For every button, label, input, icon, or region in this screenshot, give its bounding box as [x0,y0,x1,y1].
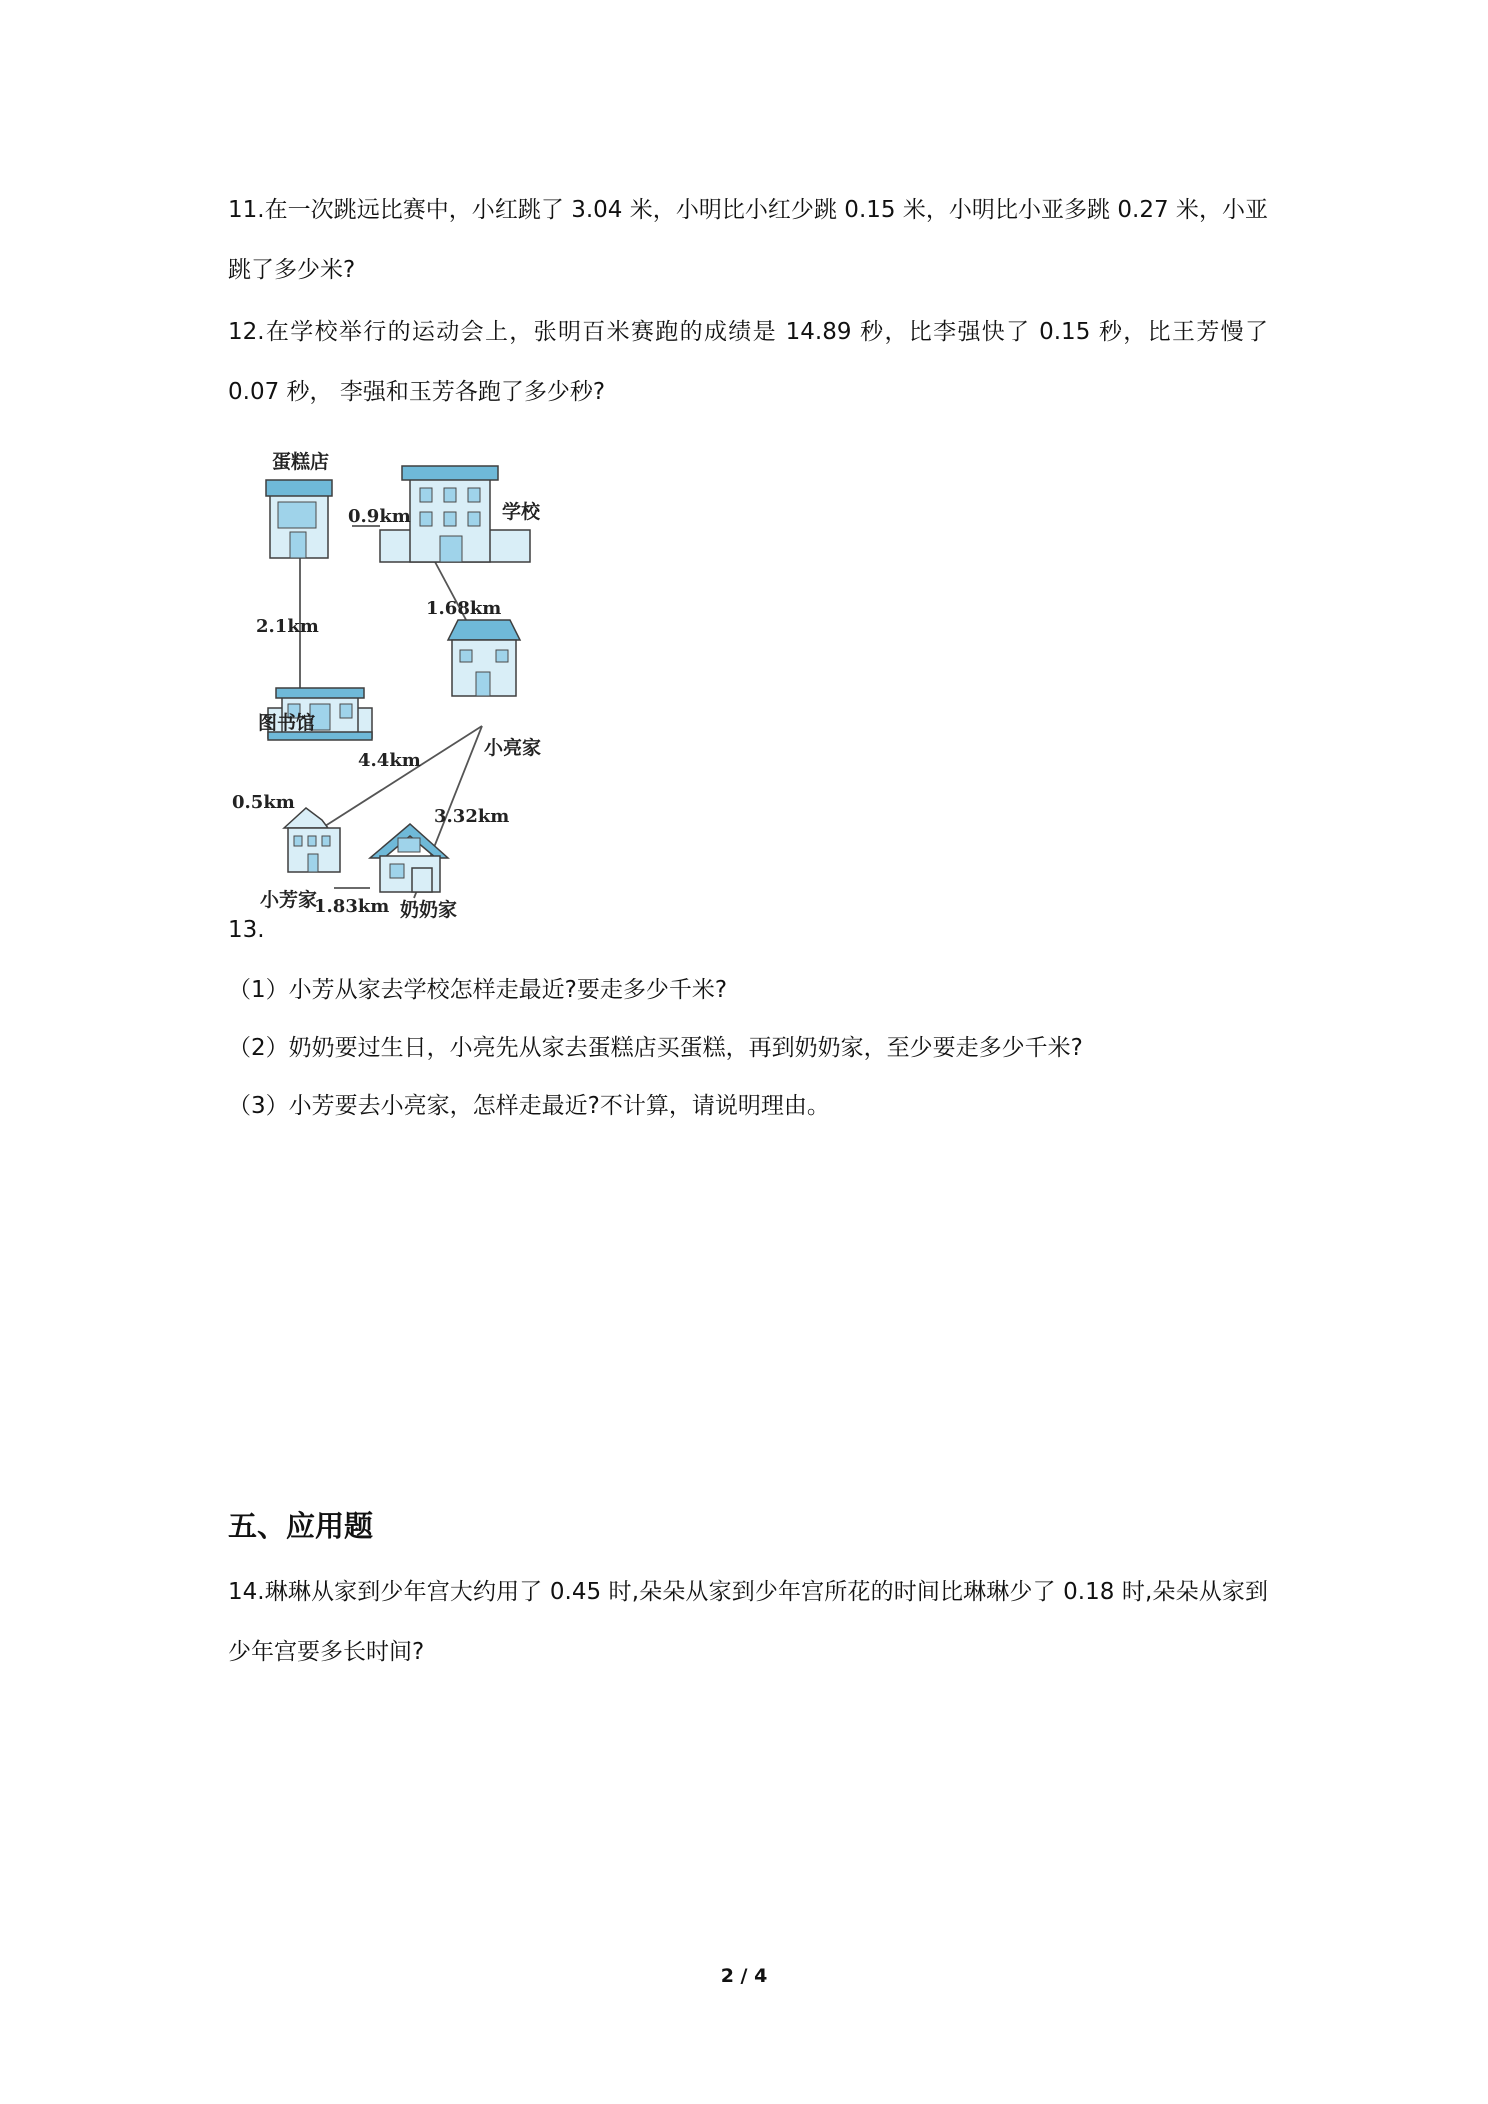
xiaofang-home-building [284,808,340,872]
distance-cake-library: 2.1km [256,616,319,637]
distance-xiaofang-grandma: 1.83km [314,896,390,917]
cake-shop-building [266,480,332,558]
question-11: 11.在一次跳远比赛中，小红跳了 3.04 米，小明比小红少跳 0.15 米，小明比小亚多跳 0.27 米，小亚跳了多少米? [228,197,1268,283]
distance-library-xiaofang: 0.5km [232,792,295,813]
label-cake-shop: 蛋糕店 [272,451,330,473]
xiaoliang-home-building [448,620,520,696]
distance-cake-school: 0.9km [348,506,411,527]
question-13-number: 13. [228,917,265,943]
route-map [232,436,732,926]
section-title: 五、应用题 [228,1509,374,1543]
distance-xiaoliang-grandma: 3.32km [434,806,510,827]
question-12: 12.在学校举行的运动会上，张明百米赛跑的成绩是 14.89 秒，比李强快了 0.15 秒，比王芳慢了 0.07 秒， 李强和玉芳各跑了多少秒? [228,319,1268,405]
label-school: 学校 [502,501,541,523]
question-13-sub3: （3）小芳要去小亮家，怎样走最近?不计算，请说明理由。 [228,1093,830,1119]
label-xiaoliang-home: 小亮家 [484,737,542,759]
question-13-sub1: （1）小芳从家去学校怎样走最近?要走多少千米? [228,977,728,1003]
label-library: 图书馆 [258,712,316,734]
label-grandma-home: 奶奶家 [400,899,458,921]
grandma-home-building [370,824,448,892]
page-number: 2 / 4 [720,1965,768,1987]
label-xiaofang-home: 小芳家 [260,889,318,911]
distance-school-xiaoliang: 1.68km [426,598,502,619]
question-14: 14.琳琳从家到少年宫大约用了 0.45 时,朵朵从家到少年宫所花的时间比琳琳少了 0.18 时,朵朵从家到少年宫要多长时间? [228,1579,1268,1665]
question-13-sub2: （2）奶奶要过生日，小亮先从家去蛋糕店买蛋糕，再到奶奶家，至少要走多少千米? [228,1035,1083,1061]
distance-xiaoliang-xiaofang: 4.4km [358,750,421,771]
